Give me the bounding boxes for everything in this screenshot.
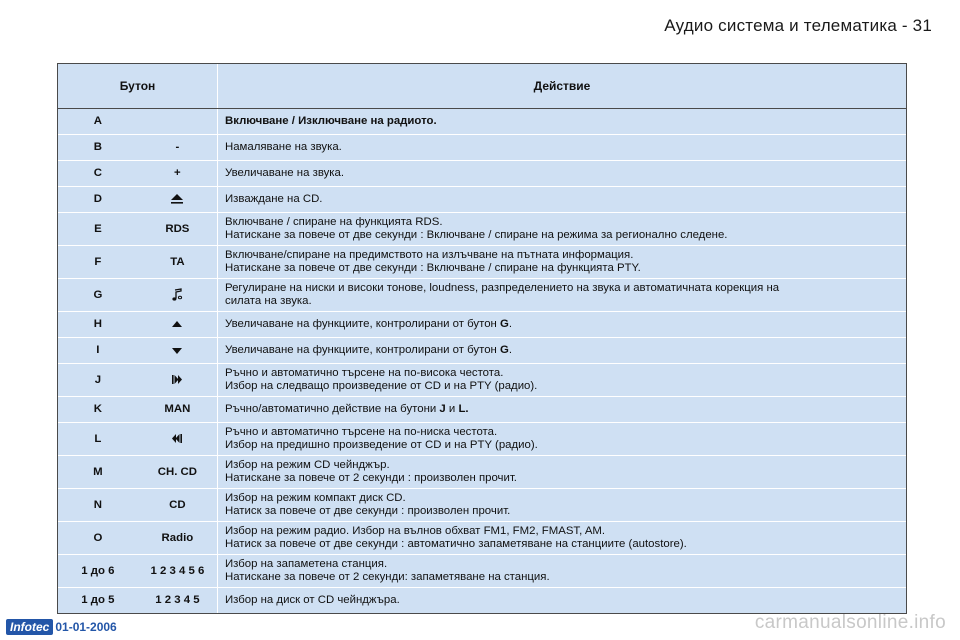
button-key: 1 до 5 (58, 588, 138, 614)
button-key: H (58, 312, 138, 338)
description-line: Включване / Изключване на радиото. (225, 115, 437, 128)
column-header-action: Действие (218, 64, 907, 109)
arrow-up-icon (171, 318, 183, 330)
button-key: 1 до 6 (58, 555, 138, 588)
button-symbol: RDS (138, 213, 218, 246)
action-description (218, 555, 907, 588)
table-row (58, 109, 906, 135)
button-symbol: + (138, 161, 218, 187)
description-line: Избор на предишно произведение от CD и на PTY (радио). (225, 439, 538, 451)
footer-date: 01-01-2006 (55, 620, 117, 634)
description-line: Регулиране на ниски и високи тонове, loudness, разпределението на звука и автоматичната корекция на (225, 282, 780, 295)
table-row (58, 279, 906, 312)
description-line: Ръчно и автоматично търсене на по-ниска честота. (225, 426, 498, 439)
description-line: Ръчно и автоматично търсене на по-висока честота. (225, 367, 504, 380)
description-line: Избор на диск от CD чейнджъра. (225, 594, 400, 607)
table-row (58, 187, 906, 213)
button-symbol: CH. CD (138, 456, 218, 489)
table-row (58, 456, 906, 489)
button-key: A (93, 115, 102, 128)
description-line: Ръчно/автоматично действие на бутони J и L. (225, 403, 469, 416)
button-symbol (138, 279, 218, 312)
description-line: Натискане за повече от две секунди : Включване / спиране на режима за регионално следене. (225, 229, 728, 241)
table-row (58, 312, 906, 338)
description-line: Увеличаване на функциите, контролирани от бутон G. (225, 344, 513, 357)
seek-back-icon (171, 433, 183, 445)
column-header-button: Бутон (58, 64, 218, 109)
button-key: G (58, 279, 138, 312)
page-title: Аудио система и телематика - 31 (664, 16, 932, 35)
seek-forward-icon (171, 374, 183, 386)
button-key: K (58, 397, 138, 423)
button-symbol: CD (138, 489, 218, 522)
description-line: силата на звука. (225, 295, 312, 307)
button-symbol: MAN (138, 397, 218, 423)
table-row (58, 135, 906, 161)
action-description (218, 109, 907, 135)
button-symbol (138, 423, 218, 456)
description-line: Избор на запаметена станция. (225, 558, 388, 571)
action-description (218, 279, 907, 312)
table-row (58, 423, 906, 456)
button-key: B (58, 135, 138, 161)
table-row (58, 588, 906, 614)
description-line: Избор на режим радио. Избор на вълнов обхват FM1, FM2, FMAST, AM. (225, 525, 606, 538)
button-symbol (138, 312, 218, 338)
action-description (218, 588, 907, 614)
description-line: Изваждане на CD. (225, 193, 323, 206)
action-description (218, 489, 907, 522)
description-line: Натискане за повече от 2 секунди: запаметяване на станция. (225, 571, 550, 583)
button-symbol (138, 338, 218, 364)
action-description (218, 338, 907, 364)
table-row (58, 161, 906, 187)
action-description (218, 161, 907, 187)
table-row (58, 555, 906, 588)
button-symbol (138, 187, 218, 213)
button-key: E (58, 213, 138, 246)
infotec-logo (6, 619, 117, 635)
table-row (58, 246, 906, 279)
button-key: F (58, 246, 138, 279)
description-line: Увеличаване на функциите, контролирани от бутон G. (225, 318, 513, 331)
action-description (218, 312, 907, 338)
description-line: Натискане за повече от две секунди : Включване / спиране на функцията PTY. (225, 262, 641, 274)
action-description (218, 135, 907, 161)
description-line: Избор на режим CD чейнджър. (225, 459, 390, 472)
description-line: Натискане за повече от 2 секунди : произволен прочит. (225, 472, 517, 484)
description-line: Натиск за повече от две секунди : автоматично запаметяване на станциите (autostore). (225, 538, 687, 550)
action-description (218, 364, 907, 397)
table-row (58, 522, 906, 555)
table-header-row (58, 64, 906, 109)
action-description (218, 187, 907, 213)
action-description (218, 246, 907, 279)
action-description (218, 423, 907, 456)
button-key: J (58, 364, 138, 397)
table-row (58, 213, 906, 246)
button-key: C (58, 161, 138, 187)
description-line: Намаляване на звука. (225, 141, 342, 154)
description-line: Натиск за повече от две секунди : произволен прочит. (225, 505, 511, 517)
description-line: Включване/спиране на предимството на излъчване на пътната информация. (225, 249, 634, 262)
button-key: O (58, 522, 138, 555)
table-row (58, 397, 906, 423)
watermark: carmanualsonline.info (754, 612, 946, 633)
button-symbol (138, 364, 218, 397)
button-action-table (57, 63, 907, 614)
music-note-icon (171, 289, 183, 301)
button-key: I (58, 338, 138, 364)
table-row (58, 338, 906, 364)
button-symbol: 1 2 3 4 5 6 (138, 555, 218, 588)
button-symbol: Radio (138, 522, 218, 555)
arrow-down-icon (171, 344, 183, 356)
button-symbol: 1 2 3 4 5 (138, 588, 218, 614)
description-line: Включване / спиране на функцията RDS. (225, 216, 443, 229)
button-key: D (58, 187, 138, 213)
button-key: N (58, 489, 138, 522)
table-row (58, 489, 906, 522)
button-symbol: - (138, 135, 218, 161)
button-symbol: TA (138, 246, 218, 279)
button-symbol (138, 109, 218, 135)
description-line: Избор на следващо произведение от CD и на PTY (радио). (225, 380, 538, 392)
button-key: L (58, 423, 138, 456)
button-key: M (58, 456, 138, 489)
description-line: Увеличаване на звука. (225, 167, 345, 180)
logo-text: Infotec (6, 619, 53, 635)
table-row (58, 364, 906, 397)
action-description (218, 456, 907, 489)
action-description (218, 213, 907, 246)
action-description (218, 397, 907, 423)
eject-icon (169, 193, 185, 205)
description-line: Избор на режим компакт диск CD. (225, 492, 406, 505)
action-description (218, 522, 907, 555)
